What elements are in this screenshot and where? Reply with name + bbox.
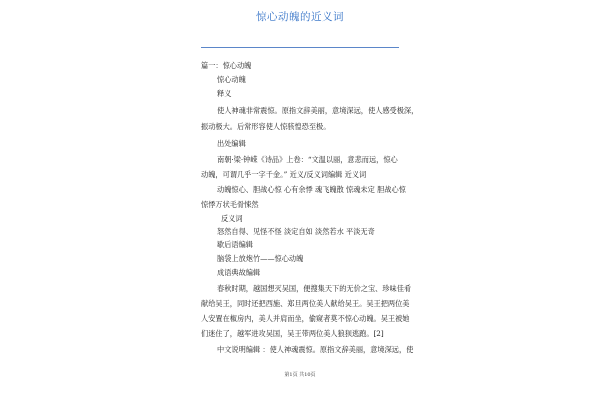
definition-label: 释义 (217, 89, 232, 98)
definition-text: 振动极大。后常形容使人惊骇惶恐至极。 (201, 122, 331, 131)
allusion-text: 春秋时期，越国想灭吴国，便搜集天下的无价之宝、珍味佳肴 (217, 284, 412, 293)
allusion-text: 们迷住了，越军进攻吴国，吴王带两位美人狼狈逃跑。[2] (201, 329, 384, 338)
synonym-list: 惊悸万状毛骨悚然 (201, 200, 259, 209)
document-title: 惊心动魄的近义词 (256, 11, 344, 23)
xiehouyu-text: 脑袋上放炮竹——惊心动魄 (217, 254, 304, 263)
source-text: 动魄，可谓几乎一字千金。” 近义/反义词编辑 近义词 (201, 170, 367, 179)
page-number: 第1页 共10页 (284, 372, 316, 378)
antonym-list: 怒然自得、见怪不怪 淡定自如 淡然若水 平淡无奇 (217, 227, 375, 236)
title-underline (201, 47, 399, 48)
source-heading: 出处编辑 (217, 139, 246, 148)
synonym-list: 动魄惊心、胆战心惊 心有余悸 魂飞魄散 惊魂未定 胆战心惊 (217, 185, 406, 194)
xiehouyu-heading: 歇后语编辑 (217, 240, 253, 249)
term-heading: 惊心动魄 (217, 75, 246, 84)
allusion-heading: 成语典故编辑 (217, 268, 261, 277)
allusion-text: 人安置在椒房内，美人并肩而坐，偷窥者莫不惊心动魄。吴王被她 (201, 314, 410, 323)
definition-text: 使人神魂非常震惊。原指文辞美丽，意境深远，使人感受极深， (217, 106, 419, 115)
source-text: 南朝·梁·钟嵘《诗品》上卷：“文温以丽，意悲而远，惊心 (217, 155, 398, 164)
explanation-text: 中文说明编辑 ：使人神魂震惊。原指文辞美丽，意境深远，使 (217, 345, 414, 354)
antonym-heading: 反义词 (221, 214, 243, 223)
allusion-text: 献给吴王，同时还把西施、郑旦两位美人献给吴王。吴王把两位美 (201, 299, 410, 308)
section-heading: 篇一：惊心动魄 (201, 61, 252, 70)
